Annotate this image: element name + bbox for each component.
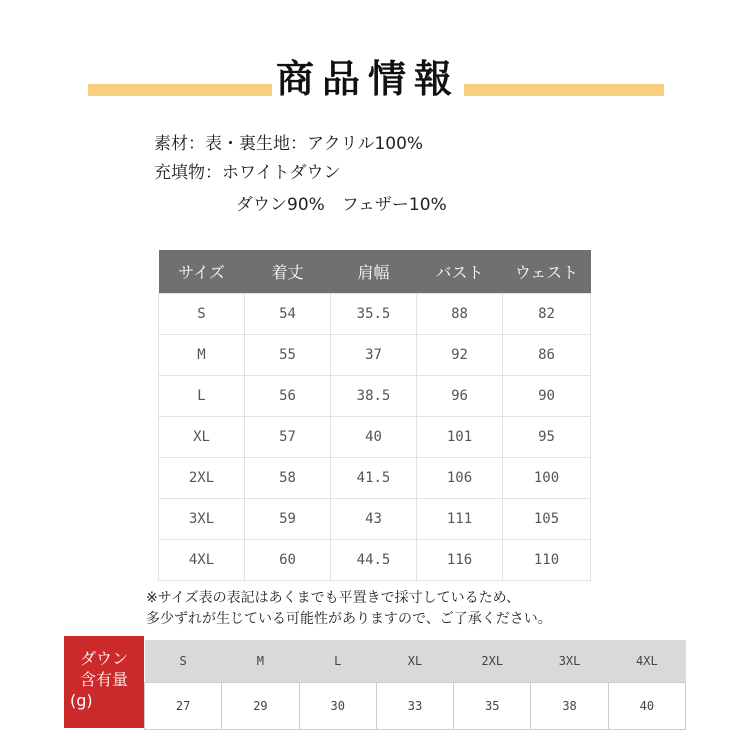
cell-size: S [159,294,245,335]
down-content-table [144,640,686,730]
cell-waist: 100 [503,458,591,499]
size-note-line-2: 多少ずれが生じている可能性がありますので、ご了承ください。 [146,611,552,627]
header-waist: ウェスト [503,250,591,294]
cell-waist: 90 [503,376,591,417]
cell-length: 60 [245,540,331,581]
cell-shoulder: 44.5 [331,540,417,581]
page-title: 商品情報 [272,54,464,104]
cell-bust: 88 [417,294,503,335]
size-table [158,250,591,581]
cell-shoulder: 37 [331,335,417,376]
size-note-line-1: ※サイズ表の表記はあくまでも平置きで採寸しているため、 [146,590,521,606]
cell-bust: 92 [417,335,503,376]
down-size-s: S [145,640,222,683]
down-grams-l: 30 [299,683,376,730]
down-size-l: L [299,640,376,683]
cell-size: 3XL [159,499,245,540]
table-row [159,335,591,376]
cell-shoulder: 35.5 [331,294,417,335]
down-grams-3xl: 38 [531,683,608,730]
cell-waist: 95 [503,417,591,458]
header-shoulder: 肩幅 [331,250,417,294]
table-row [159,417,591,458]
size-table-header-row [159,250,591,294]
cell-length: 57 [245,417,331,458]
down-grams-4xl: 40 [608,683,685,730]
cell-waist: 86 [503,335,591,376]
cell-size: L [159,376,245,417]
cell-length: 58 [245,458,331,499]
header-length: 着丈 [245,250,331,294]
table-row [159,376,591,417]
down-size-3xl: 3XL [531,640,608,683]
down-content-label [64,636,144,728]
cell-size: 4XL [159,540,245,581]
header-bust: バスト [417,250,503,294]
down-size-m: M [222,640,299,683]
down-grams-xl: 33 [376,683,453,730]
table-row [159,294,591,335]
down-size-xl: XL [376,640,453,683]
down-grams-s: 27 [145,683,222,730]
cell-length: 59 [245,499,331,540]
cell-shoulder: 43 [331,499,417,540]
cell-length: 55 [245,335,331,376]
down-label-line-3: (g) [70,691,93,710]
cell-waist: 82 [503,294,591,335]
spec-down-feather-ratio: ダウン90% フェザー10% [236,195,447,215]
cell-waist: 110 [503,540,591,581]
cell-shoulder: 40 [331,417,417,458]
table-row [159,540,591,581]
cell-length: 54 [245,294,331,335]
cell-shoulder: 38.5 [331,376,417,417]
cell-waist: 105 [503,499,591,540]
cell-bust: 111 [417,499,503,540]
cell-length: 56 [245,376,331,417]
cell-size: XL [159,417,245,458]
cell-size: 2XL [159,458,245,499]
down-size-2xl: 2XL [454,640,531,683]
cell-bust: 106 [417,458,503,499]
down-grams-m: 29 [222,683,299,730]
down-size-header-row [145,640,686,683]
down-grams-row [145,683,686,730]
table-row [159,458,591,499]
cell-bust: 116 [417,540,503,581]
down-grams-2xl: 35 [454,683,531,730]
cell-size: M [159,335,245,376]
header-size: サイズ [159,250,245,294]
cell-bust: 96 [417,376,503,417]
down-label-line-1: ダウン [79,649,128,668]
cell-bust: 101 [417,417,503,458]
down-label-line-2: 含有量 [79,670,128,689]
spec-filling: 充填物：ホワイトダウン [154,163,341,183]
spec-material: 素材：表・裏生地：アクリル100% [154,134,424,154]
cell-shoulder: 41.5 [331,458,417,499]
table-row [159,499,591,540]
down-size-4xl: 4XL [608,640,685,683]
